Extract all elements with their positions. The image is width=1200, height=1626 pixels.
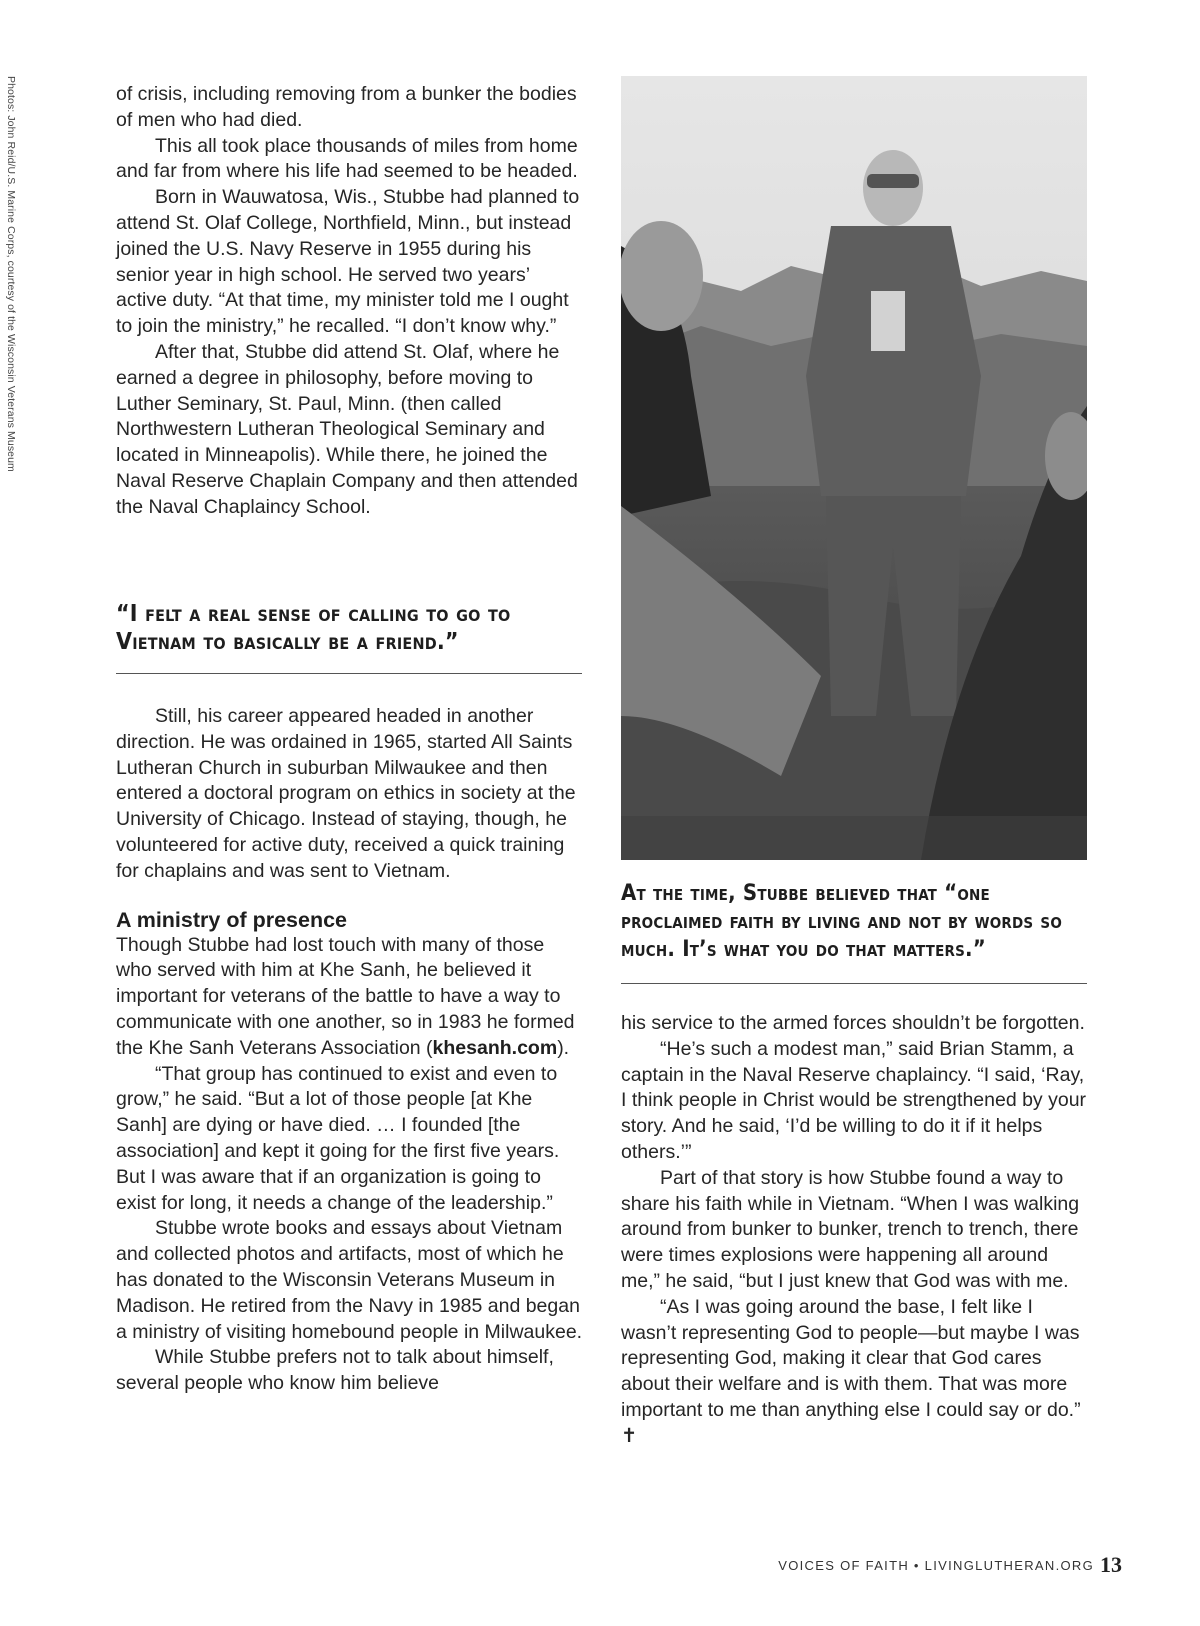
- caption-rule: [621, 983, 1087, 984]
- paragraph: [116, 933, 584, 1062]
- paragraph: “That group has continued to exist and even to grow,” he said. “But a lot of those people [at Khe Sanh] are dying or have died. … I founded [the association] and kept it going for the first five years. But I was aware that if an organization is going to exist for long, it needs a change of the leadership.”: [116, 1062, 560, 1214]
- photo-credit-text: Photos: John Reid/U.S. Marine Corps, courtesy of the Wisconsin Veterans Museum: [5, 76, 17, 472]
- paragraph: Still, his career appeared headed in another direction. He was ordained in 1965, started All Saints Lutheran Church in suburban Milwaukee and then entered a doctoral program on ethics in society at the University of Chicago. Instead of staying, though, he volunteered for active duty, received a quick training for chaplains and was sent to Vietnam.: [116, 705, 576, 882]
- paragraph: After that, Stubbe did attend St. Olaf, where he earned a degree in philosophy, before moving to Luther Seminary, St. Paul, Minn. (then called Northwestern Lutheran Theological Seminary and located in Minneapolis). While there, he joined the Naval Reserve Chaplain Company and then attended the Naval Chaplaincy School.: [116, 340, 578, 518]
- photo-caption: At the time, Stubbe believed that “one proclaimed faith by living and not by words so much. It’s what you do that matters.”: [621, 881, 1063, 962]
- paragraph: While Stubbe prefers not to talk about himself, several people who know him believe: [116, 1346, 554, 1395]
- paragraph: Born in Wauwatosa, Wis., Stubbe had planned to attend St. Olaf College, Northfield, Minn., but instead joined the U.S. Navy Reserve in 1955 during his senior year in high school. He served two years’ active duty. “At that time, my minister told me I ought to join the ministry,” he recalled. “I don’t know why.”: [116, 186, 580, 338]
- paragraph-text: ).: [557, 1036, 570, 1059]
- paragraph: Part of that story is how Stubbe found a way to share his faith while in Vietnam. “When I was walking around from bunker to bunker, trench to trench, there were times explosions were happening all around me,” he said, “but I just knew that God was with me.: [621, 1166, 1080, 1292]
- paragraph: his service to the armed forces shouldn’t be forgotten.: [621, 1012, 1085, 1034]
- pull-quote-rule: [116, 673, 582, 674]
- paragraph: “He’s such a modest man,” said Brian Stamm, a captain in the Naval Reserve chaplaincy. “I said, ‘Ray, I think people in Christ would be strengthened by your story. And he said, ‘I’d be willing to do it if it helps others.’”: [621, 1037, 1087, 1163]
- chaplain-photo-image: [621, 76, 1087, 860]
- website-link[interactable]: khesanh.com: [432, 1036, 558, 1059]
- pull-quote: “I felt a real sense of calling to go to Vietnam to basically be a friend.”: [116, 601, 511, 655]
- footer-text: VOICES OF FAITH • LIVINGLUTHERAN.ORG: [778, 1558, 1094, 1573]
- paragraph: “As I was going around the base, I felt like I wasn’t representing God to people—but maybe I was representing God, making it clear that God cares about their welfare and is with them. That was more important to me than anything else I could say or do.” ✝: [621, 1295, 1081, 1447]
- left-column-top: [116, 82, 584, 521]
- chaplain-photo: [621, 76, 1087, 860]
- page-footer: [778, 1552, 1122, 1578]
- right-column: [621, 1011, 1091, 1450]
- photo-credit: [0, 76, 22, 536]
- paragraph: This all took place thousands of miles from home and far from where his life had seemed to be headed.: [116, 134, 578, 183]
- paragraph: of crisis, including removing from a bunker the bodies of men who had died.: [116, 83, 577, 131]
- page-number: 13: [1100, 1552, 1122, 1577]
- section-subhead: A ministry of presence: [116, 907, 347, 932]
- left-column-bottom: [116, 704, 584, 1397]
- paragraph-text: Though Stubbe had lost touch with many of those who served with him at Khe Sanh, he believed it important for veterans of the battle to have a way to communicate with one another, so in 1983 he formed the Khe Sanh Veterans Association (: [116, 933, 575, 1059]
- paragraph: Stubbe wrote books and essays about Vietnam and collected photos and artifacts, most of which he has donated to the Wisconsin Veterans Museum in Madison. He retired from the Navy in 1985 and began a ministry of visiting homebound people in Milwaukee.: [116, 1217, 583, 1343]
